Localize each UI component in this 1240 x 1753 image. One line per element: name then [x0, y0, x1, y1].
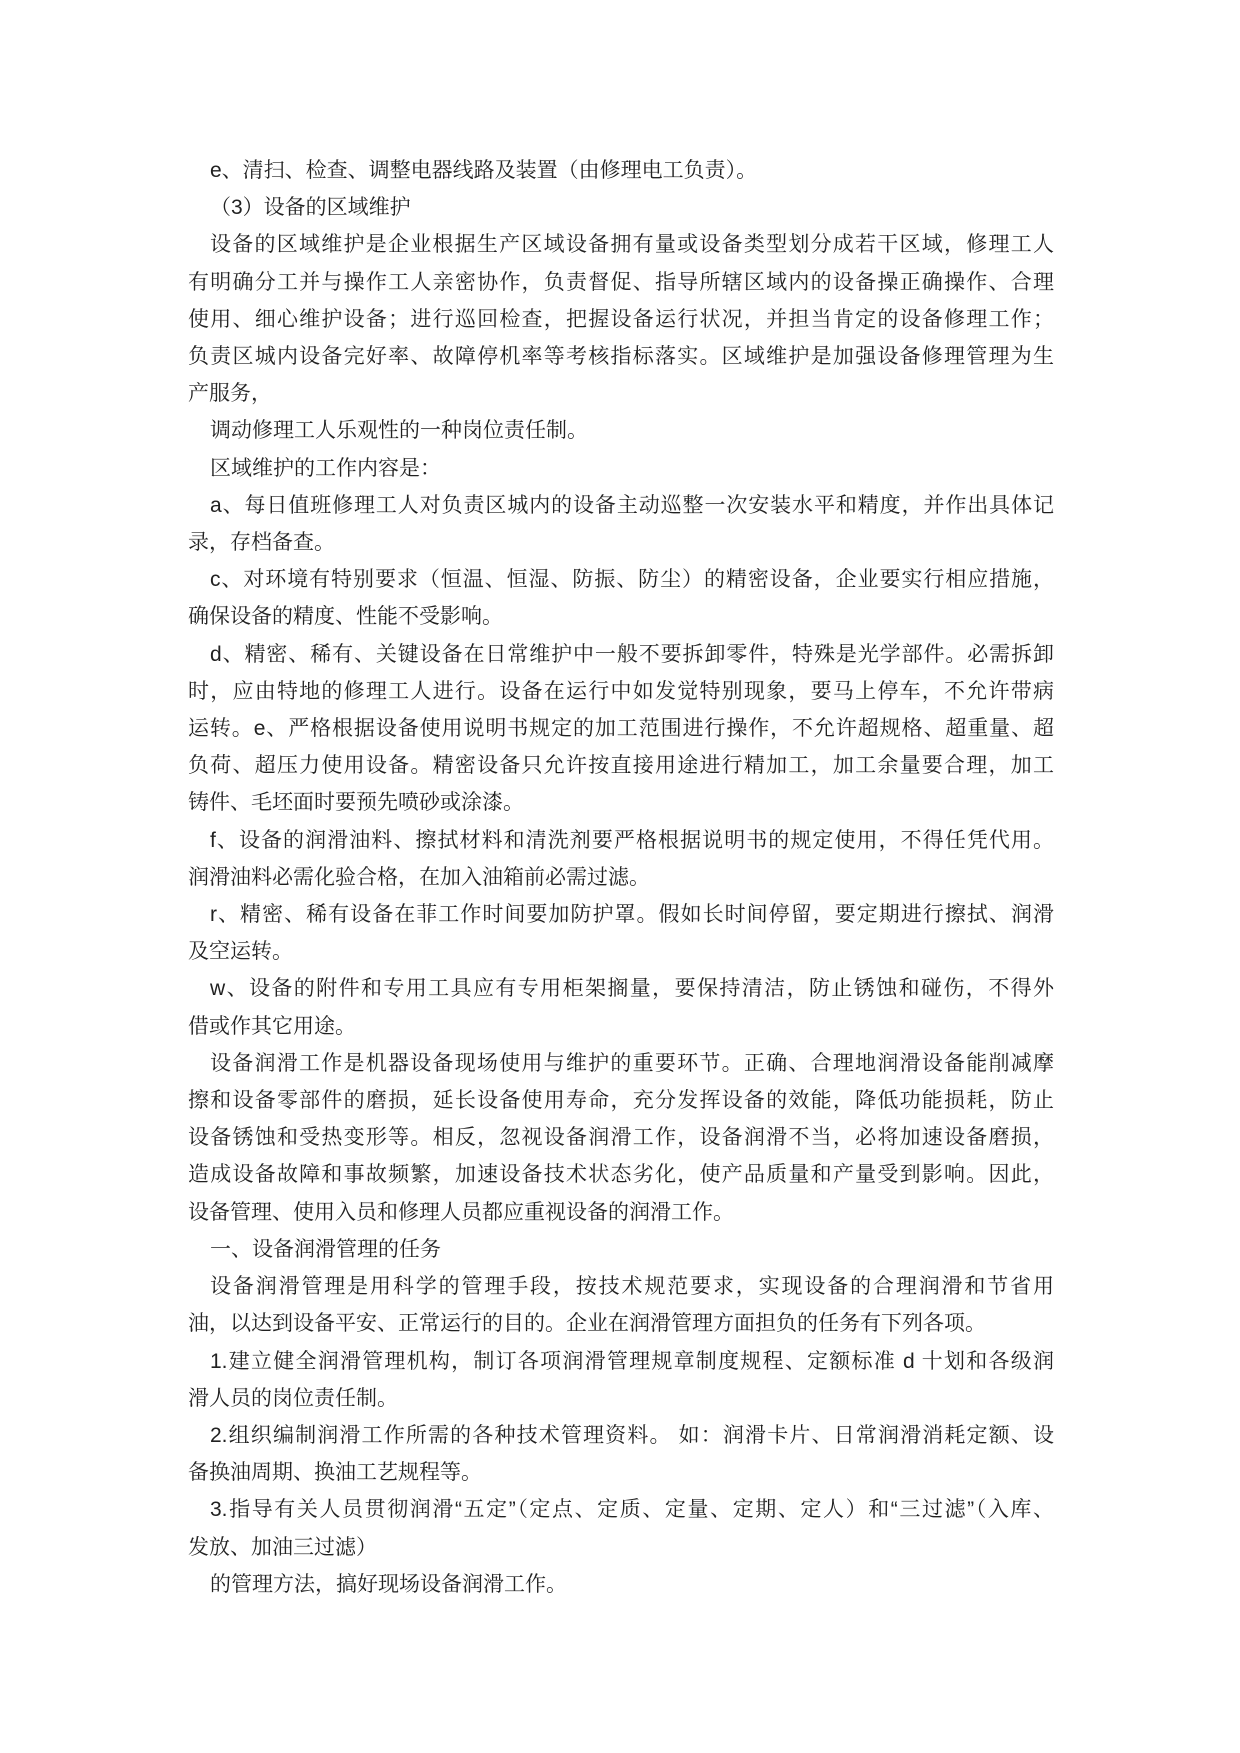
text-line: 一、设备润滑管理的任务	[210, 1237, 441, 1261]
document-text-block	[188, 152, 1054, 1603]
text-line: 3.指导有关人员贯彻润滑“五定”（定点、定质、定量、定期、定人）和“三过滤”（入库、	[210, 1498, 1054, 1522]
text-line: 时，应由特地的修理工人进行。设备在运行中如发觉特别现象，要马上停车，不允许带病	[188, 679, 1054, 703]
text-line: 设备锈蚀和受热变形等。相反，忽视设备润滑工作，设备润滑不当，必将加速设备磨损，	[188, 1126, 1054, 1150]
text-line: d、精密、稀有、关键设备在日常维护中一般不要拆卸零件，特殊是光学部件。必需拆卸	[210, 642, 1054, 666]
text-line: 2.组织编制润滑工作所需的各种技术管理资料。 如：润滑卡片、日常润滑消耗定额、设	[210, 1423, 1054, 1447]
text-line: 发放、加油三过滤）	[188, 1535, 377, 1559]
text-line: 运转。e、严格根据设备使用说明书规定的加工范围进行操作，不允许超规格、超重量、超	[188, 717, 1054, 741]
text-line: 设备润滑管理是用科学的管理手段，按技术规范要求，实现设备的合理润滑和节省用	[210, 1275, 1054, 1299]
text-line: 确保设备的精度、性能不受影响。	[188, 605, 503, 629]
text-line: 擦和设备零部件的磨损，延长设备使用寿命，充分发挥设备的效能，降低功能损耗，防止	[188, 1089, 1054, 1113]
text-line: e、清扫、检查、调整电器线路及装置（由修理电工负责）。	[210, 159, 758, 182]
text-line: 润滑油料必需化验合格，在加入油箱前必需过滤。	[188, 865, 650, 889]
text-line: 造成设备故障和事故频繁，加速设备技术状态劣化，使产品质量和产量受到影响。因此，	[188, 1163, 1054, 1187]
text-line: 滑人员的岗位责任制。	[188, 1386, 398, 1410]
text-line: 区域维护的工作内容是：	[210, 456, 441, 480]
text-line: 油，以达到设备平安、正常运行的目的。企业在润滑管理方面担负的任务有下列各项。	[188, 1312, 986, 1336]
text-line: r、精密、稀有设备在菲工作时间要加防护罩。假如长时间停留，要定期进行擦拭、润滑	[210, 903, 1054, 927]
text-line: 产服务，	[188, 382, 272, 406]
text-line: 1.建立健全润滑管理机构，制订各项润滑管理规章制度规程、定额标准 d 十划和各级润	[210, 1349, 1054, 1373]
text-line: f、设备的润滑油料、擦拭材料和清洗剂要严格根据说明书的规定使用，不得任凭代用。	[210, 828, 1054, 852]
text-line: 及空运转。	[188, 940, 293, 964]
text-line: c、对环境有特别要求（恒温、恒湿、防振、防尘）的精密设备，企业要实行相应措施，	[210, 568, 1054, 592]
text-line: 有明确分工并与操作工人亲密协作，负责督促、指导所辖区域内的设备操正确操作、合理	[188, 270, 1054, 294]
text-line: 设备润滑工作是机器设备现场使用与维护的重要环节。正确、合理地润滑设备能削减摩	[210, 1051, 1054, 1075]
text-line: （3）设备的区域维护	[210, 196, 411, 220]
text-line: 备换油周期、换油工艺规程等。	[188, 1461, 482, 1485]
text-line: 借或作其它用途。	[188, 1014, 356, 1038]
text-line: 设备的区域维护是企业根据生产区域设备拥有量或设备类型划分成若干区域，修理工人	[210, 233, 1054, 257]
text-line: 的管理方法，搞好现场设备润滑工作。	[210, 1572, 567, 1596]
text-line: 负荷、超压力使用设备。精密设备只允许按直接用途进行精加工，加工余量要合理，加工	[188, 754, 1054, 778]
text-line: w、设备的附件和专用工具应有专用柜架搁量，要保持清洁，防止锈蚀和碰伤，不得外	[210, 977, 1054, 1001]
text-line: 设备管理、使用入员和修理人员都应重视设备的润滑工作。	[188, 1200, 734, 1224]
text-line: 铸件、毛坯面时要预先喷砂或涂漆。	[188, 791, 524, 815]
text-line: 调动修理工人乐观性的一种岗位责任制。	[210, 419, 588, 443]
text-line: 负责区城内设备完好率、故障停机率等考核指标落实。区域维护是加强设备修理管理为生	[188, 345, 1054, 369]
text-line: a、每日值班修理工人对负责区城内的设备主动巡整一次安装水平和精度，并作出具体记	[210, 493, 1054, 517]
text-line: 录，存档备查。	[188, 531, 335, 555]
text-line: 使用、细心维护设备；进行巡回检查，把握设备运行状况，并担当肯定的设备修理工作；	[188, 307, 1054, 331]
